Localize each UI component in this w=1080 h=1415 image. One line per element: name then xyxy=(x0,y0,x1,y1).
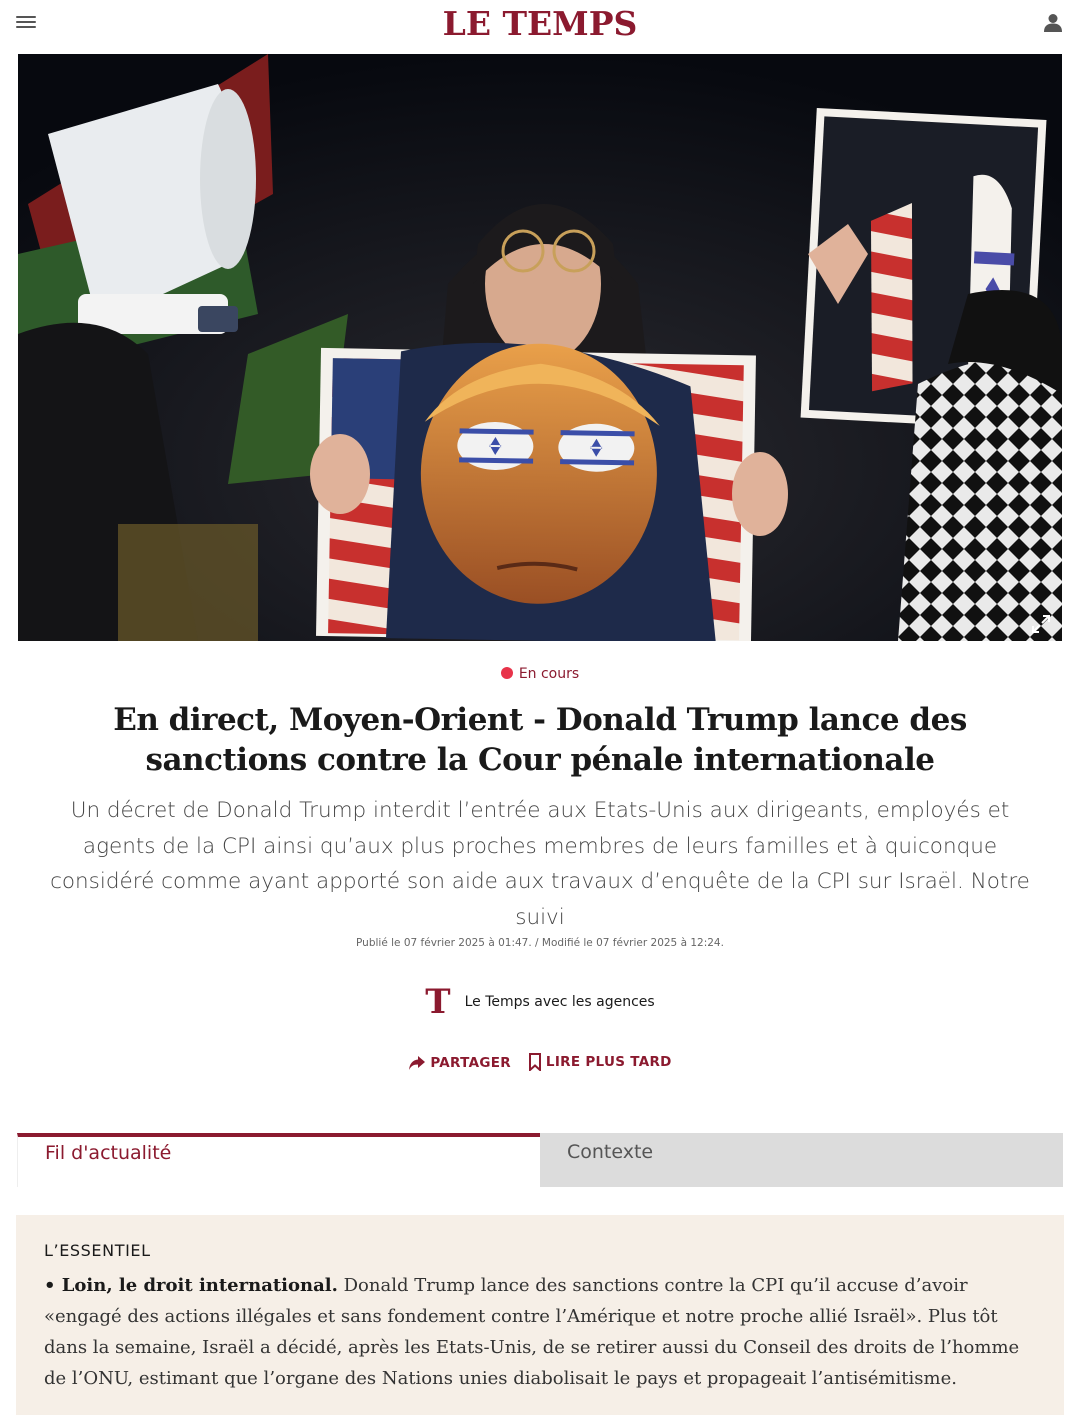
site-logo[interactable]: LE TEMPS xyxy=(442,4,638,43)
hero-image[interactable] xyxy=(18,54,1062,641)
publication-date: Publié le 07 février 2025 à 01:47. / Modifié le 07 février 2025 à 12:24. xyxy=(356,937,724,949)
bookmark-icon xyxy=(528,1053,542,1071)
essentiel-bullet-text: Donald Trump lance des sanctions contre la CPI qu’il accuse d’avoir «engagé des actions illégales et sans fondement contre l’Amérique et notre proche allié Israël». Plus tôt dans la semaine, Israël a décidé, après les Etats-Unis, de se retirer aussi du Conseil des droits de l’homme de l’ONU, estimant que l’organe des Nations unies diabolisait le pays et propageait l’antisémitisme. xyxy=(44,1275,1020,1389)
share-button[interactable] xyxy=(408,1055,511,1071)
essentiel-bullet-title: • Loin, le droit international. xyxy=(44,1275,338,1296)
author-block xyxy=(0,982,1080,1022)
live-label: En cours xyxy=(518,666,580,682)
read-later-label: LIRE PLUS TARD xyxy=(545,1054,672,1070)
read-later-button[interactable] xyxy=(528,1053,672,1071)
top-bar xyxy=(0,0,1080,48)
share-label: PARTAGER xyxy=(430,1055,511,1071)
author-logo-icon: T xyxy=(425,982,451,1022)
user-icon[interactable] xyxy=(1042,12,1064,34)
tab-contexte[interactable]: Contexte xyxy=(540,1133,1063,1187)
tab-fil-actualite[interactable]: Fil d'actualité xyxy=(17,1133,540,1187)
essentiel-paragraph xyxy=(44,1270,1036,1394)
article-actions xyxy=(0,1053,1080,1075)
protest-photo xyxy=(18,54,1062,641)
article-lead: Un décret de Donald Trump interdit l’entrée aux Etats-Unis aux dirigeants, employés et agents de la CPI ainsi qu’aux plus proches membres de leurs familles et à quiconque considéré comme ayant apporté son aide aux travaux d’enquête de la CPI sur Israël. Notre suivi xyxy=(50,798,1030,930)
author-name[interactable]: Le Temps avec les agences xyxy=(464,994,655,1010)
live-dot-icon xyxy=(501,667,513,679)
expand-icon[interactable] xyxy=(1030,613,1052,635)
article-tabs xyxy=(17,1133,1063,1187)
share-icon xyxy=(408,1055,426,1071)
live-indicator xyxy=(0,666,1080,682)
essentiel-box xyxy=(16,1215,1064,1415)
article-title: En direct, Moyen-Orient - Donald Trump lance des sanctions contre la Cour pénale internationale xyxy=(113,702,967,778)
essentiel-title: L’ESSENTIEL xyxy=(44,1241,151,1260)
